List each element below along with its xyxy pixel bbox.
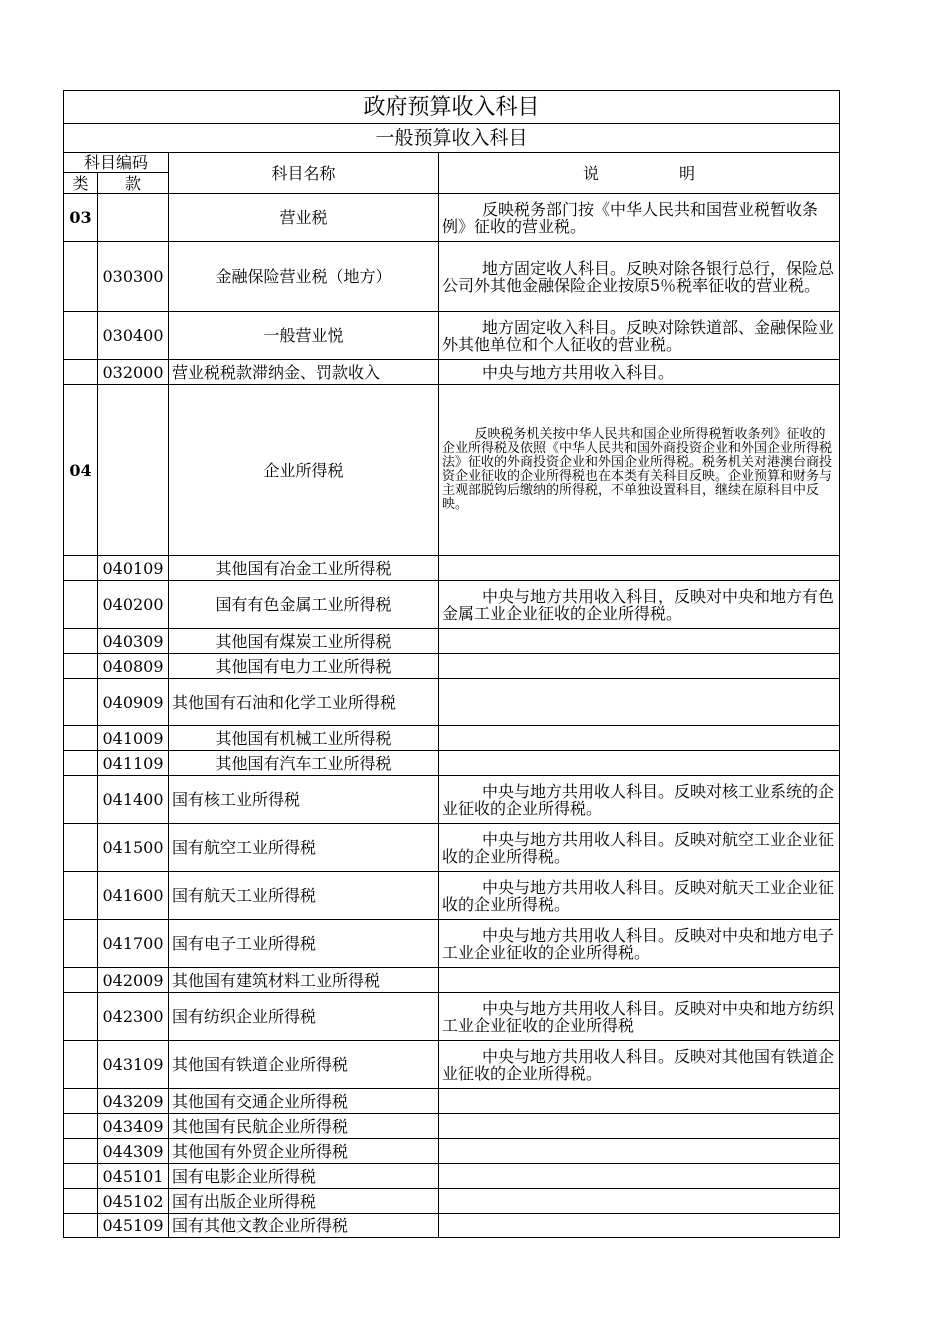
table-row — [64, 1139, 840, 1164]
table-row — [64, 1164, 840, 1189]
row-lei — [64, 872, 98, 920]
row-desc: 反映税务部门按《中华人民共和国营业税暂收条例》征收的营业税。 — [439, 194, 840, 242]
row-desc: 地方固定收入科目。反映对除铁道部、金融保险业外其他单位和个人征收的营业税。 — [439, 312, 840, 360]
row-code: 040809 — [98, 654, 169, 679]
row-lei — [64, 654, 98, 679]
header-lei: 类 — [64, 173, 98, 194]
header-kuan: 款 — [98, 173, 169, 194]
table-row — [64, 242, 840, 312]
row-code: 040909 — [98, 679, 169, 726]
table-row — [64, 312, 840, 360]
table-row — [64, 1089, 840, 1114]
row-desc — [439, 1139, 840, 1164]
row-name: 其他国有民航企业所得税 — [169, 1114, 439, 1139]
table-row — [64, 776, 840, 824]
row-code: 045102 — [98, 1189, 169, 1214]
row-name: 企业所得税 — [169, 385, 439, 556]
row-code: 041500 — [98, 824, 169, 872]
row-lei — [64, 776, 98, 824]
row-desc: 中央与地方共用收人科目。反映对航空工业企业征收的企业所得税。 — [439, 824, 840, 872]
row-code: 032000 — [98, 360, 169, 385]
table-row — [64, 1114, 840, 1139]
row-name: 其他国有汽车工业所得税 — [169, 751, 439, 776]
row-desc — [439, 1114, 840, 1139]
row-lei — [64, 1114, 98, 1139]
row-lei — [64, 360, 98, 385]
row-name: 其他国有建筑材料工业所得税 — [169, 968, 439, 993]
table-row — [64, 360, 840, 385]
row-lei — [64, 1139, 98, 1164]
row-name: 其他国有电力工业所得税 — [169, 654, 439, 679]
row-lei — [64, 1041, 98, 1089]
row-code: 045101 — [98, 1164, 169, 1189]
row-desc — [439, 1089, 840, 1114]
row-name: 其他国有交通企业所得税 — [169, 1089, 439, 1114]
row-desc — [439, 968, 840, 993]
table-row — [64, 385, 840, 556]
row-name: 国有航天工业所得税 — [169, 872, 439, 920]
table-row — [64, 993, 840, 1041]
row-code: 040109 — [98, 556, 169, 581]
row-desc: 中央与地方共用收入科目。 — [439, 360, 840, 385]
row-lei — [64, 1089, 98, 1114]
row-name: 其他国有冶金工业所得税 — [169, 556, 439, 581]
row-desc — [439, 726, 840, 751]
row-code: 042009 — [98, 968, 169, 993]
row-desc — [439, 654, 840, 679]
table-row — [64, 1214, 840, 1238]
row-lei — [64, 1164, 98, 1189]
row-lei — [64, 312, 98, 360]
row-lei — [64, 920, 98, 968]
row-lei — [64, 726, 98, 751]
table-row — [64, 654, 840, 679]
header-code-group: 科目编码 — [64, 153, 169, 173]
row-lei — [64, 679, 98, 726]
row-desc — [439, 1214, 840, 1238]
header-name: 科目名称 — [169, 153, 439, 194]
header-desc: 说 明 — [439, 153, 840, 194]
table-row — [64, 872, 840, 920]
row-name: 国有其他文教企业所得税 — [169, 1214, 439, 1238]
row-desc — [439, 1164, 840, 1189]
row-desc — [439, 751, 840, 776]
row-lei — [64, 1189, 98, 1214]
row-code: 030400 — [98, 312, 169, 360]
table-row — [64, 556, 840, 581]
row-name: 国有有色金属工业所得税 — [169, 581, 439, 629]
row-lei — [64, 751, 98, 776]
table-row — [64, 1189, 840, 1214]
row-code: 041009 — [98, 726, 169, 751]
budget-table — [63, 90, 840, 1238]
row-name: 其他国有外贸企业所得税 — [169, 1139, 439, 1164]
table-row — [64, 751, 840, 776]
row-desc: 中央与地方共用收人科目。反映对其他国有铁道企业征收的企业所得税。 — [439, 1041, 840, 1089]
row-code: 040200 — [98, 581, 169, 629]
row-name: 国有出版企业所得税 — [169, 1189, 439, 1214]
row-name: 其他国有煤炭工业所得税 — [169, 629, 439, 654]
row-lei — [64, 242, 98, 312]
row-lei — [64, 824, 98, 872]
page-subtitle: 一般预算收入科目 — [64, 124, 840, 153]
row-desc: 地方固定收人科目。反映对除各银行总行，保险总公司外其他金融保险企业按原5％税率征收的营业税。 — [439, 242, 840, 312]
row-name: 国有核工业所得税 — [169, 776, 439, 824]
row-desc: 中央与地方共用收人科目。反映对中央和地方电子工业企业征收的企业所得税。 — [439, 920, 840, 968]
row-code: 041109 — [98, 751, 169, 776]
row-name: 其他国有机械工业所得税 — [169, 726, 439, 751]
row-name: 营业税 — [169, 194, 439, 242]
table-row — [64, 824, 840, 872]
row-code — [98, 194, 169, 242]
row-code: 040309 — [98, 629, 169, 654]
row-desc — [439, 679, 840, 726]
row-desc: 反映税务机关按中华人民共和国企业所得税暂收条列》征收的企业所得税及依照《中华人民共和国外商投资企业和外国企业所得税法》征收的外商投资企业和外国企业所得税。税务机关对港澳台商投资企业征收的企业所得税也在本类有关科目反映。企业预算和财务与主观部脱钩后缴纳的所得税，不单独设置科目，继续在原科目中反映。 — [439, 385, 840, 556]
row-code: 030300 — [98, 242, 169, 312]
row-lei: 04 — [64, 385, 98, 556]
row-code: 043409 — [98, 1114, 169, 1139]
row-code: 041400 — [98, 776, 169, 824]
row-lei — [64, 581, 98, 629]
row-lei — [64, 556, 98, 581]
table-row — [64, 679, 840, 726]
row-desc — [439, 556, 840, 581]
row-name: 国有电影企业所得税 — [169, 1164, 439, 1189]
table-row — [64, 1041, 840, 1089]
table-row — [64, 194, 840, 242]
row-code: 041700 — [98, 920, 169, 968]
row-lei — [64, 968, 98, 993]
row-desc: 中央与地方共用收人科目。反映对中央和地方纺织工业企业征收的企业所得税 — [439, 993, 840, 1041]
row-desc: 中央与地方共用收人科目。反映对航天工业企业征收的企业所得税。 — [439, 872, 840, 920]
row-code: 042300 — [98, 993, 169, 1041]
table-row — [64, 581, 840, 629]
row-code — [98, 385, 169, 556]
row-code: 043209 — [98, 1089, 169, 1114]
row-name: 其他国有石油和化学工业所得税 — [169, 679, 439, 726]
table-row — [64, 629, 840, 654]
row-lei: 03 — [64, 194, 98, 242]
row-name: 国有航空工业所得税 — [169, 824, 439, 872]
row-name: 一般营业悦 — [169, 312, 439, 360]
row-name: 其他国有铁道企业所得税 — [169, 1041, 439, 1089]
page-title: 政府预算收入科目 — [64, 91, 840, 124]
row-name: 营业税税款滞纳金、罚款收入 — [169, 360, 439, 385]
row-name: 国有电子工业所得税 — [169, 920, 439, 968]
row-code: 044309 — [98, 1139, 169, 1164]
row-desc — [439, 629, 840, 654]
row-code: 045109 — [98, 1214, 169, 1238]
row-code: 043109 — [98, 1041, 169, 1089]
row-desc — [439, 1189, 840, 1214]
table-row — [64, 968, 840, 993]
table-row — [64, 726, 840, 751]
row-name: 金融保险营业税（地方） — [169, 242, 439, 312]
row-desc: 中央与地方共用收入科目，反映对中央和地方有色金属工业企业征收的企业所得税。 — [439, 581, 840, 629]
row-code: 041600 — [98, 872, 169, 920]
row-desc: 中央与地方共用收人科目。反映对核工业系统的企业征收的企业所得税。 — [439, 776, 840, 824]
row-lei — [64, 629, 98, 654]
row-lei — [64, 993, 98, 1041]
row-name: 国有纺织企业所得税 — [169, 993, 439, 1041]
table-row — [64, 920, 840, 968]
row-lei — [64, 1214, 98, 1238]
